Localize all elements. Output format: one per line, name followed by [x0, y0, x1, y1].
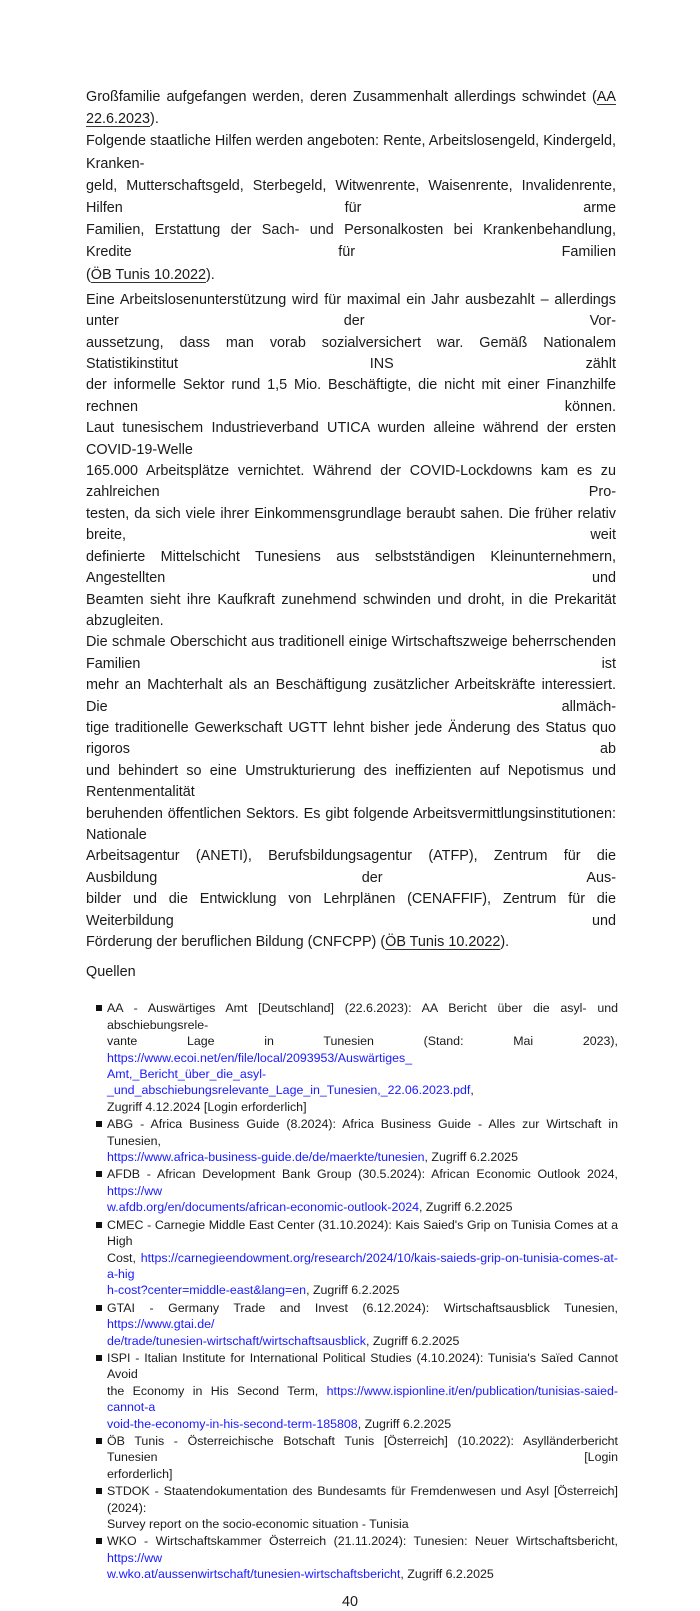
text-segment: Förderung der beruflichen Bildung (CNFCPP) (	[86, 934, 386, 951]
reference-item	[96, 1217, 618, 1299]
text-segment: STDOK - Staatendokumentation des Bundesamts für Fremdenwesen und Asyl [Österreich] (2024):	[107, 1484, 618, 1515]
text-segment: ).	[150, 111, 159, 128]
text-segment: ).	[500, 934, 510, 951]
text-line	[107, 1149, 618, 1165]
text-segment: , Zugriff 6.2.2025	[424, 1150, 518, 1165]
source-url-link[interactable]: https://www.ispionline.it/en/publication/tunisias-saied-cannot-a	[107, 1383, 618, 1415]
bullet-icon	[96, 1355, 102, 1361]
text-segment: definierte Mittelschicht Tunesiens aus selbstständigen Kleinunternehmern, Angestellten und	[86, 548, 616, 587]
text-segment: ABG - Africa Business Guide (8.2024): Africa Business Guide - Alles zur Wirtschaft in Tunesien,	[107, 1117, 618, 1148]
text-segment: AFDB - African Development Bank Group (30.5.2024): African Economic Outlook 2024,	[107, 1167, 618, 1182]
text-line	[107, 1483, 618, 1516]
text-line	[86, 846, 616, 889]
reference-item	[96, 1350, 618, 1432]
text-line	[107, 1250, 618, 1283]
text-line	[107, 1383, 618, 1416]
text-segment: ,	[470, 1083, 474, 1098]
text-line	[107, 1416, 618, 1432]
reference-item	[96, 1533, 618, 1582]
page-number: 40	[341, 1593, 358, 1610]
text-line	[107, 1099, 618, 1115]
source-url-link[interactable]: w.wko.at/aussenwirtschaft/tunesien-wirtschaftsbericht	[107, 1567, 401, 1582]
paragraph-labour-market	[86, 290, 616, 954]
text-line	[107, 1333, 618, 1349]
source-url-link[interactable]: h-cost?center=middle-east&lang=en	[107, 1283, 307, 1298]
text-line	[86, 504, 616, 547]
source-url-link[interactable]: https://www.gtai.de/	[107, 1317, 215, 1332]
text-line	[86, 461, 616, 504]
text-line	[107, 1533, 618, 1566]
bullet-icon	[96, 1121, 102, 1127]
text-segment: 165.000 Arbeitsplätze vernichtet. Während der COVID-Lockdowns kam es zu zahlreichen Pro-	[86, 463, 616, 501]
text-segment: , Zugriff 6.2.2025	[365, 1333, 460, 1348]
text-line	[86, 219, 616, 263]
reference-item	[96, 1000, 618, 1115]
text-line	[86, 804, 616, 847]
text-line	[86, 418, 616, 461]
citation-link[interactable]: ÖB Tunis 10.2022	[385, 934, 501, 951]
source-url-link[interactable]: w.afdb.org/en/documents/african-economic-outlook-2024	[107, 1200, 420, 1215]
text-segment: geld, Mutterschaftsgeld, Sterbegeld, Witwenrente, Waisenrente, Invalidenrente, Hilfen für arme	[86, 177, 616, 217]
text-line	[86, 375, 616, 418]
text-segment: WKO - Wirtschaftskammer Österreich (21.11.2024): Tunesien: Neuer Wirtschaftsbericht,	[107, 1534, 618, 1549]
text-line	[86, 333, 616, 376]
bullet-icon	[96, 1538, 102, 1544]
text-line	[86, 889, 616, 932]
bullet-icon	[96, 1438, 102, 1444]
bullet-icon	[96, 1171, 102, 1177]
text-segment: Arbeitsagentur (ANETI), Berufsbildungsagentur (ATFP), Zentrum für die Ausbildung der Aus-	[86, 848, 616, 886]
text-line	[107, 1000, 618, 1033]
text-line	[86, 761, 616, 804]
text-line	[86, 632, 616, 675]
reference-item	[96, 1116, 618, 1165]
source-url-link[interactable]: https://www.africa-business-guide.de/de/maerkte/tunesien	[107, 1150, 425, 1165]
text-segment: bilder und die Entwicklung von Lehrplänen (CENAFFIF), Zentrum für die Weiterbildung und	[86, 891, 616, 929]
text-segment: , Zugriff 6.2.2025	[357, 1416, 452, 1431]
source-url-link[interactable]: https://www.ecoi.net/en/file/local/2093953/Auswärtiges_	[107, 1050, 413, 1065]
text-segment: , Zugriff 6.2.2025	[306, 1283, 400, 1298]
text-line	[107, 1433, 618, 1466]
text-segment: Zugriff 4.12.2024 [Login erforderlich]	[107, 1099, 307, 1114]
text-line	[86, 590, 616, 633]
text-line	[107, 1466, 618, 1482]
text-segment: Familien, Erstattung der Sach- und Personalkosten bei Krankenbehandlung, Kredite für Familien	[86, 222, 616, 261]
text-segment: erforderlich]	[107, 1466, 173, 1481]
text-line	[107, 1350, 618, 1383]
text-line	[86, 264, 616, 286]
text-line	[86, 718, 616, 761]
text-segment: GTAI - Germany Trade and Invest (6.12.2024): Wirtschaftsausblick Tunesien,	[107, 1300, 618, 1315]
text-line	[107, 1033, 618, 1066]
source-url-link[interactable]: de/trade/tunesien-wirtschaft/wirtschaftsausblick	[107, 1333, 366, 1348]
text-segment: Beamten sieht ihre Kaufkraft zunehmend schwinden und droht, in die Prekarität abzugleiten.	[86, 591, 616, 629]
text-segment: ).	[206, 266, 215, 283]
text-segment: ISPI - Italian Institute for International Political Studies (4.10.2024): Tunisia's Saïed Cannot Avoid	[107, 1350, 618, 1382]
text-line	[86, 175, 616, 219]
text-segment: beruhenden öffentlichen Sektors. Es gibt folgende Arbeitsvermittlungsinstitutionen: Nationale	[86, 805, 616, 843]
text-segment: Großfamilie aufgefangen werden, deren Zusammenhalt allerdings schwindet (	[86, 89, 597, 105]
text-line	[86, 86, 616, 130]
text-segment: Eine Arbeitslosenunterstützung wird für maximal ein Jahr ausbezahlt – allerdings unter der Vor-	[86, 291, 616, 330]
text-segment: AA - Auswärtiges Amt [Deutschland] (22.6.2023): AA Bericht über die asyl- und abschiebungsrele-	[107, 1001, 618, 1032]
text-line	[86, 932, 616, 953]
text-segment: Laut tunesischem Industrieverband UTICA wurden alleine während der ersten COVID-19-Welle	[86, 420, 616, 458]
text-line	[107, 1566, 618, 1582]
text-segment: mehr an Machterhalt als an Beschäftigung zusätzlicher Arbeitskräfte interessiert. Die allmäch-	[86, 677, 616, 715]
text-segment: der informelle Sektor rund 1,5 Mio. Beschäftigte, die nicht mit einer Finanzhilfe rechnen können.	[86, 377, 616, 415]
text-segment: , Zugriff 6.2.2025	[419, 1200, 513, 1215]
reference-item	[96, 1433, 618, 1482]
text-segment: aussetzung, dass man vorab sozialversichert war. Gemäß Nationalem Statistikinstitut INS zählt	[86, 334, 616, 373]
text-segment: , Zugriff 6.2.2025	[400, 1567, 494, 1582]
reference-item	[96, 1166, 618, 1215]
source-url-link[interactable]: https://carnegieendowment.org/research/2024/10/kais-saieds-grip-on-tunisia-comes-at-a-hig	[107, 1250, 618, 1281]
text-segment: CMEC - Carnegie Middle East Center (31.10.2024): Kais Saied's Grip on Tunisia Comes at a High	[107, 1217, 618, 1249]
text-line	[86, 290, 616, 333]
text-line	[86, 130, 616, 174]
references-list	[96, 1000, 618, 1582]
bullet-icon	[96, 1222, 102, 1228]
text-line	[107, 1116, 618, 1149]
citation-link[interactable]: ÖB Tunis 10.2022	[90, 266, 206, 283]
bullet-icon	[96, 1005, 102, 1011]
text-segment: Cost,	[107, 1250, 141, 1265]
text-segment: Survey report on the socio-economic situation - Tunisia	[107, 1517, 409, 1532]
sources-heading: Quellen	[86, 964, 136, 981]
source-url-link[interactable]: Amt,_Bericht_über_die_asyl-_und_abschiebungsrelevante_Lage_in_Tunesien,_22.06.2023.pdf	[107, 1067, 471, 1098]
reference-item	[96, 1483, 618, 1532]
reference-item	[96, 1300, 618, 1349]
text-segment: (	[86, 266, 91, 283]
source-url-link[interactable]: https://ww	[107, 1183, 163, 1198]
text-segment: tige traditionelle Gewerkschaft UGTT lehnt bisher jede Änderung des Status quo rigoros ab	[86, 719, 616, 758]
citation-link[interactable]: AA 22.6.2023	[86, 89, 616, 128]
text-segment: ÖB Tunis - Österreichische Botschaft Tunis [Österreich] (10.2022): Asylländerbericht Tunesien [Login	[107, 1433, 618, 1465]
text-line	[107, 1199, 618, 1215]
bullet-icon	[96, 1305, 102, 1311]
source-url-link[interactable]: void-the-economy-in-his-second-term-185808	[107, 1416, 358, 1431]
text-line	[107, 1300, 618, 1333]
paragraph-social-benefits	[86, 86, 616, 286]
text-line	[107, 1217, 618, 1250]
text-segment: Folgende staatliche Hilfen werden angeboten: Rente, Arbeitslosengeld, Kindergeld, Kranken-	[86, 133, 616, 172]
source-url-link[interactable]: https://ww	[107, 1550, 163, 1565]
text-segment: testen, da sich viele ihrer Einkommensgrundlage beraubt sahen. Die früher relativ breite, weit	[86, 505, 616, 544]
text-line	[86, 675, 616, 718]
text-segment: und behindert so eine Umstrukturierung des ineffizienten auf Nepotismus und Rentenmentalität	[86, 762, 616, 801]
text-segment: vante Lage in Tunesien (Stand: Mai 2023),	[107, 1034, 618, 1049]
text-segment: the Economy in His Second Term,	[107, 1383, 327, 1398]
text-line	[107, 1516, 618, 1532]
bullet-icon	[96, 1488, 102, 1494]
text-line	[107, 1066, 618, 1099]
text-line	[107, 1166, 618, 1199]
text-line	[107, 1282, 618, 1298]
text-segment: Die schmale Oberschicht aus traditionell einige Wirtschaftszweige beherrschenden Familien ist	[86, 634, 616, 672]
text-line	[86, 547, 616, 590]
